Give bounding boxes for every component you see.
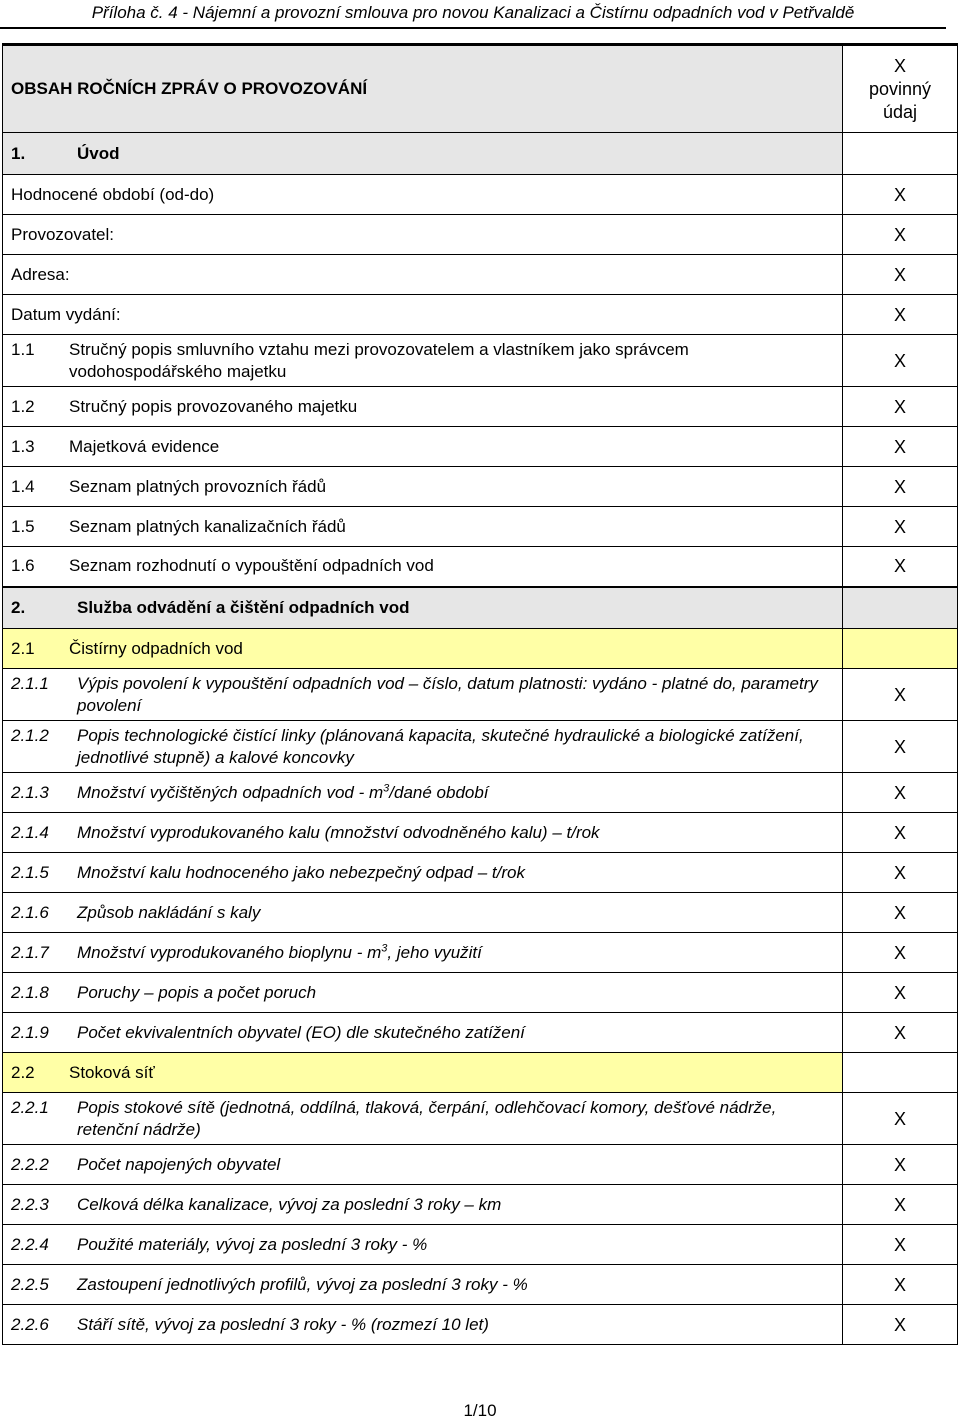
subsection-number: 2.2 bbox=[11, 1062, 35, 1082]
table-row bbox=[3, 669, 958, 721]
row-content bbox=[3, 933, 843, 973]
row-line bbox=[11, 516, 834, 538]
table-row bbox=[3, 893, 958, 933]
subsection-mark bbox=[843, 629, 958, 669]
subsection-mark bbox=[843, 1053, 958, 1093]
row-line bbox=[11, 555, 834, 577]
page-header: Příloha č. 4 - Nájemní a provozní smlouva pro novou Kanalizaci a Čistírnu odpadních vod v Petřvaldě bbox=[91, 3, 855, 22]
mandatory-mark: X bbox=[843, 1093, 958, 1145]
table-row bbox=[3, 295, 958, 335]
row-number: 1.2 bbox=[11, 396, 35, 416]
row-text: Popis stokové sítě (jednotná, oddílná, tlaková, čerpání, odlehčovací komory, dešťové nádrže, retenční nádrže) bbox=[77, 1097, 777, 1139]
row-text-superscript: 3 bbox=[381, 941, 388, 954]
mandatory-mark: X bbox=[843, 669, 958, 721]
row-line bbox=[11, 1194, 834, 1216]
mandatory-mark: X bbox=[843, 507, 958, 547]
table-title-row bbox=[3, 45, 958, 133]
row-number: 2.1.4 bbox=[11, 822, 49, 842]
row-text: Seznam platných kanalizačních řádů bbox=[69, 516, 346, 536]
row-text: Stáří sítě, vývoj za poslední 3 roky - % (rozmezí 10 let) bbox=[77, 1314, 489, 1334]
mandatory-mark: X bbox=[843, 721, 958, 773]
header-rule bbox=[0, 27, 946, 29]
row-label: Adresa: bbox=[3, 255, 843, 295]
table-row bbox=[3, 387, 958, 427]
table-row bbox=[3, 1145, 958, 1185]
row-label: Provozovatel: bbox=[3, 215, 843, 255]
subsection-title: Čistírny odpadních vod bbox=[69, 638, 243, 658]
row-content bbox=[3, 1013, 843, 1053]
row-line bbox=[11, 339, 834, 383]
subsection-number: 2.1 bbox=[11, 638, 35, 658]
mandatory-header-line2: údaj bbox=[882, 101, 918, 122]
section-title: Úvod bbox=[77, 143, 120, 163]
row-text: Popis technologické čistící linky (plánovaná kapacita, skutečné hydraulické a biologické zatížení, jednotlivé stupně) a kalové koncovky bbox=[77, 725, 804, 767]
row-number: 2.1.6 bbox=[11, 902, 49, 922]
row-content bbox=[3, 813, 843, 853]
table-row bbox=[3, 175, 958, 215]
row-text: Celková délka kanalizace, vývoj za poslední 3 roky – km bbox=[77, 1194, 502, 1214]
table-row bbox=[3, 721, 958, 773]
table-row bbox=[3, 1013, 958, 1053]
row-text-part: /dané období bbox=[389, 782, 489, 802]
row-content bbox=[3, 773, 843, 813]
table-row bbox=[3, 1093, 958, 1145]
row-text-part: Množství vyčištěných odpadních vod - m bbox=[77, 782, 384, 802]
table-title: OBSAH ROČNÍCH ZPRÁV O PROVOZOVÁNÍ bbox=[3, 45, 843, 133]
row-line bbox=[11, 1314, 834, 1336]
table-row bbox=[3, 507, 958, 547]
row-text: Počet napojených obyvatel bbox=[77, 1154, 281, 1174]
mandatory-mark: X bbox=[843, 933, 958, 973]
row-line bbox=[11, 862, 834, 884]
mandatory-mark: X bbox=[843, 295, 958, 335]
table-row bbox=[3, 427, 958, 467]
row-number: 2.1.8 bbox=[11, 982, 49, 1002]
row-text: Majetková evidence bbox=[69, 436, 220, 456]
mandatory-mark: X bbox=[843, 853, 958, 893]
row-number: 2.1.2 bbox=[11, 725, 49, 745]
row-label: Hodnocené období (od-do) bbox=[3, 175, 843, 215]
row-line bbox=[11, 902, 834, 924]
mandatory-mark: X bbox=[843, 335, 958, 387]
row-content bbox=[3, 1145, 843, 1185]
mandatory-mark: X bbox=[843, 255, 958, 295]
row-text: Použité materiály, vývoj za poslední 3 roky - % bbox=[77, 1234, 428, 1254]
table-row bbox=[3, 1225, 958, 1265]
mandatory-mark: X bbox=[843, 175, 958, 215]
row-number: 2.1.3 bbox=[11, 782, 49, 802]
mandatory-mark: X bbox=[843, 427, 958, 467]
row-line bbox=[11, 1154, 834, 1176]
table-row bbox=[3, 813, 958, 853]
section-number: 2. bbox=[11, 597, 26, 617]
row-text-superscript: 3 bbox=[383, 781, 390, 794]
row-line bbox=[11, 476, 834, 498]
section-title: Služba odvádění a čištění odpadních vod bbox=[77, 597, 410, 617]
row-number: 1.4 bbox=[11, 476, 35, 496]
row-text bbox=[77, 942, 834, 964]
table-row bbox=[3, 215, 958, 255]
row-text-part: , jeho využití bbox=[387, 942, 482, 962]
table-row bbox=[3, 547, 958, 587]
section-number: 1. bbox=[11, 143, 26, 163]
row-number: 2.1.5 bbox=[11, 862, 49, 882]
table-row bbox=[3, 773, 958, 813]
table-row bbox=[3, 255, 958, 295]
mandatory-mark: X bbox=[843, 1225, 958, 1265]
row-number: 2.1.9 bbox=[11, 1022, 49, 1042]
row-text-part: Množství vyprodukovaného bioplynu - m bbox=[77, 942, 382, 962]
mandatory-mark: X bbox=[843, 547, 958, 587]
section-heading bbox=[3, 587, 843, 629]
row-text bbox=[77, 782, 834, 804]
row-line bbox=[11, 1234, 834, 1256]
table-row bbox=[3, 1305, 958, 1345]
row-content bbox=[3, 853, 843, 893]
row-number: 2.2.2 bbox=[11, 1154, 49, 1174]
table-row bbox=[3, 587, 958, 629]
mandatory-mark: X bbox=[843, 215, 958, 255]
subsection-heading bbox=[3, 629, 843, 669]
row-number: 1.3 bbox=[11, 436, 35, 456]
row-line bbox=[11, 942, 834, 964]
row-content bbox=[3, 1225, 843, 1265]
row-line bbox=[11, 1274, 834, 1296]
row-content bbox=[3, 507, 843, 547]
row-line bbox=[11, 673, 834, 717]
row-text: Stručný popis smluvního vztahu mezi provozovatelem a vlastníkem jako správcem vodohospodářského majetku bbox=[69, 339, 689, 381]
subsection-heading bbox=[3, 1053, 843, 1093]
row-content bbox=[3, 335, 843, 387]
mandatory-mark: X bbox=[843, 893, 958, 933]
row-line bbox=[11, 782, 834, 804]
row-content bbox=[3, 547, 843, 587]
section-mark bbox=[843, 587, 958, 629]
section-heading bbox=[3, 133, 843, 175]
row-line bbox=[11, 982, 834, 1004]
table-row bbox=[3, 335, 958, 387]
row-number: 1.6 bbox=[11, 556, 35, 576]
table-row bbox=[3, 933, 958, 973]
row-number: 2.2.4 bbox=[11, 1234, 49, 1254]
mandatory-mark: X bbox=[843, 1305, 958, 1345]
row-number: 2.2.1 bbox=[11, 1097, 49, 1117]
mandatory-header-line1: povinný bbox=[868, 78, 932, 99]
mandatory-mark: X bbox=[843, 1265, 958, 1305]
mandatory-mark: X bbox=[843, 813, 958, 853]
row-number: 2.1.7 bbox=[11, 942, 49, 962]
mandatory-mark: X bbox=[843, 1145, 958, 1185]
row-text: Počet ekvivalentních obyvatel (EO) dle skutečného zatížení bbox=[77, 1022, 525, 1042]
section-row bbox=[3, 133, 958, 175]
subsection-title: Stoková síť bbox=[69, 1062, 155, 1082]
table-row bbox=[3, 1265, 958, 1305]
row-line bbox=[11, 436, 834, 458]
row-text: Seznam platných provozních řádů bbox=[69, 476, 327, 496]
row-content bbox=[3, 1305, 843, 1345]
row-number: 1.5 bbox=[11, 516, 35, 536]
table-row bbox=[3, 629, 958, 669]
row-number: 1.1 bbox=[11, 339, 35, 359]
mandatory-header-x: X bbox=[893, 55, 906, 76]
row-line bbox=[11, 1097, 834, 1141]
section-mark bbox=[843, 133, 958, 175]
row-line bbox=[11, 1022, 834, 1044]
row-content bbox=[3, 893, 843, 933]
mandatory-mark: X bbox=[843, 467, 958, 507]
row-text: Zastoupení jednotlivých profilů, vývoj za poslední 3 roky - % bbox=[77, 1274, 528, 1294]
page-number: 1/10 bbox=[463, 1401, 497, 1420]
row-content bbox=[3, 1265, 843, 1305]
row-content bbox=[3, 427, 843, 467]
row-content bbox=[3, 467, 843, 507]
row-text: Množství vyprodukovaného kalu (množství odvodněného kalu) – t/rok bbox=[77, 822, 600, 842]
row-text: Poruchy – popis a počet poruch bbox=[77, 982, 317, 1002]
mandatory-mark: X bbox=[843, 387, 958, 427]
table-row bbox=[3, 467, 958, 507]
row-number: 2.2.6 bbox=[11, 1314, 49, 1334]
row-number: 2.2.3 bbox=[11, 1194, 49, 1214]
mandatory-mark: X bbox=[843, 973, 958, 1013]
row-text: Seznam rozhodnutí o vypouštění odpadních vod bbox=[69, 556, 434, 576]
row-line bbox=[11, 822, 834, 844]
row-content bbox=[3, 1093, 843, 1145]
row-text: Způsob nakládání s kaly bbox=[77, 902, 261, 922]
table-row bbox=[3, 853, 958, 893]
row-content bbox=[3, 387, 843, 427]
row-label: Datum vydání: bbox=[3, 295, 843, 335]
row-content bbox=[3, 1185, 843, 1225]
mandatory-header bbox=[843, 45, 958, 133]
report-contents-table bbox=[2, 43, 958, 1345]
row-line bbox=[11, 396, 834, 418]
mandatory-mark: X bbox=[843, 1013, 958, 1053]
mandatory-mark: X bbox=[843, 1185, 958, 1225]
row-content bbox=[3, 973, 843, 1013]
table-row bbox=[3, 1053, 958, 1093]
row-line bbox=[11, 725, 834, 769]
mandatory-mark: X bbox=[843, 773, 958, 813]
table-row bbox=[3, 973, 958, 1013]
row-number: 2.2.5 bbox=[11, 1274, 49, 1294]
table-row bbox=[3, 1185, 958, 1225]
row-text: Stručný popis provozovaného majetku bbox=[69, 396, 358, 416]
row-content bbox=[3, 721, 843, 773]
row-text: Množství kalu hodnoceného jako nebezpečný odpad – t/rok bbox=[77, 862, 525, 882]
row-content bbox=[3, 669, 843, 721]
row-text: Výpis povolení k vypouštění odpadních vod – číslo, datum platnosti: vydáno - platné do, parametry povolení bbox=[77, 673, 818, 715]
row-number: 2.1.1 bbox=[11, 673, 49, 693]
